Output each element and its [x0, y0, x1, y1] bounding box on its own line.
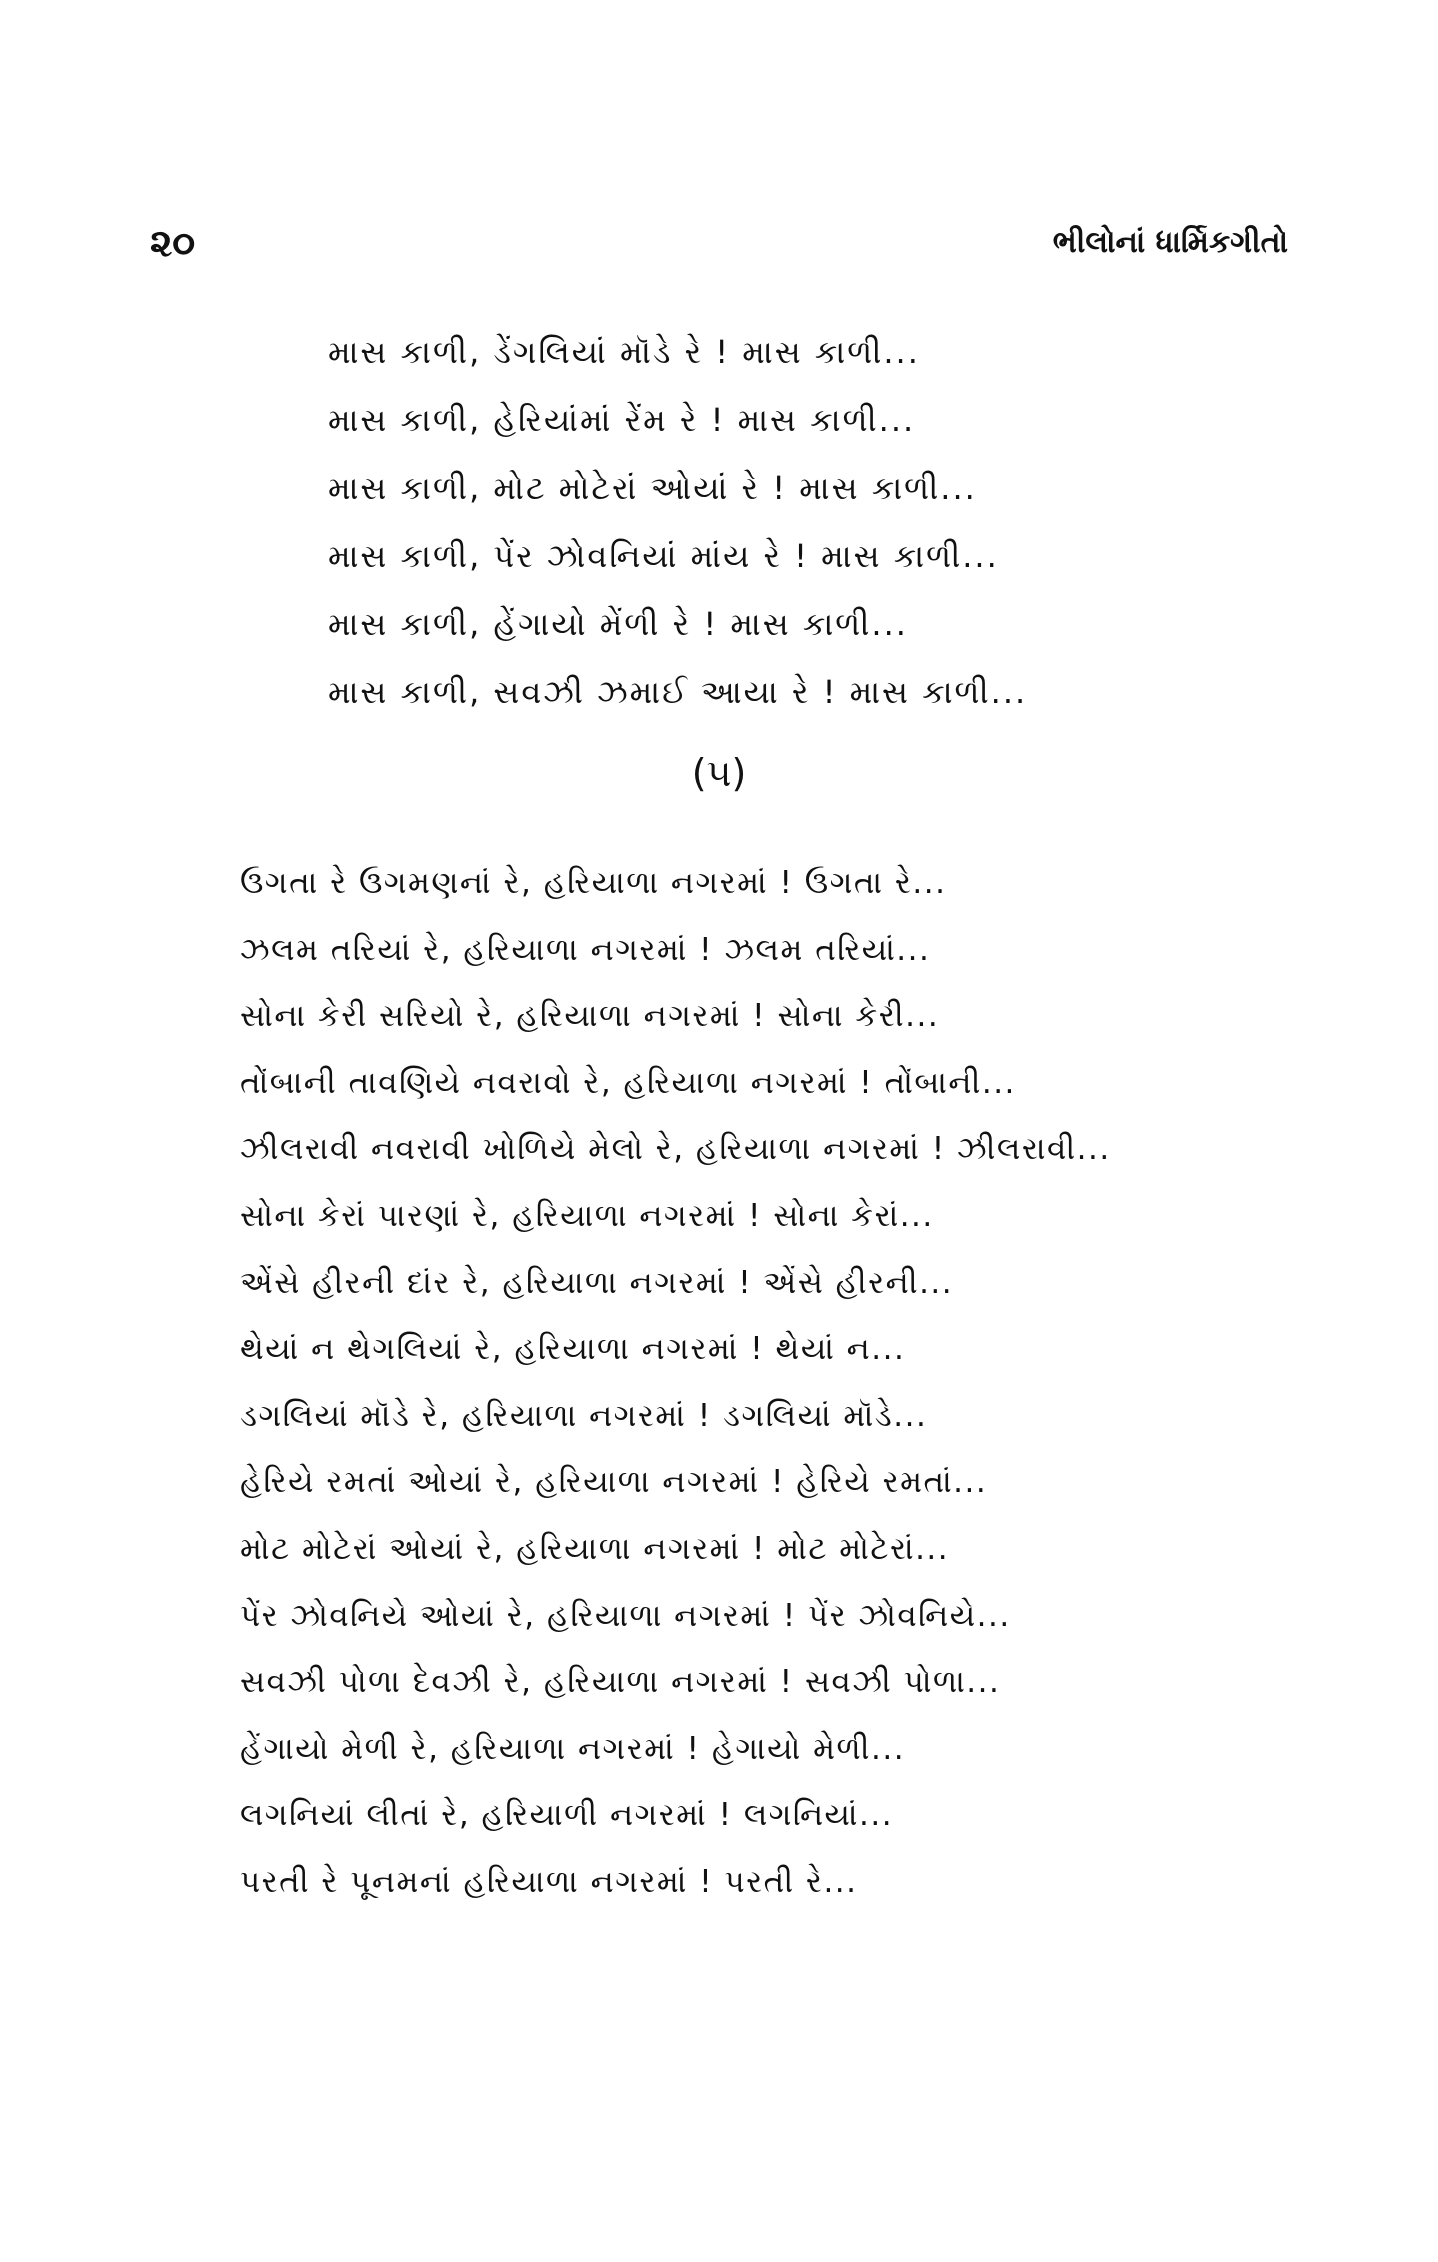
section-heading: (૫) — [691, 751, 747, 795]
verse-line: માસ કાળી, પેંર ઝોવનિયાં માંય રે ! માસ કાળી... — [328, 537, 999, 575]
page-header — [150, 218, 1288, 268]
stanza-main — [240, 850, 1240, 1916]
verse-line: લગનિયાં લીતાં રે, હરિયાળી નગરમાં ! લગનિયાં... — [240, 1797, 894, 1834]
verse-line: માસ કાળી, હેંગાયો મેંળી રે ! માસ કાળી... — [328, 605, 908, 643]
verse-line: ઝીલરાવી નવરાવી ખોળિયે મેલો રે, હરિયાળા નગરમાં ! ઝીલરાવી... — [240, 1131, 1111, 1168]
verse-line: હેરિયે રમતાં ઓયાં રે, હરિયાળા નગરમાં ! હેરિયે રમતાં... — [240, 1464, 988, 1501]
verse-line: તોંબાની તાવણિયે નવરાવો રે, હરિયાળા નગરમાં ! તોંબાની... — [240, 1064, 1016, 1101]
verse-line: સોના કેરી સરિયો રે, હરિયાળા નગરમાં ! સોના કેરી... — [240, 998, 940, 1035]
stanza-top — [328, 318, 1128, 726]
verse-line: ડગલિયાં મૉડે રે, હરિયાળા નગરમાં ! ડગલિયાં મૉડે... — [240, 1397, 928, 1434]
page-number: ૨૦ — [150, 221, 196, 265]
verse-line: ઝલમ તરિયાં રે, હરિયાળા નગરમાં ! ઝલમ તરિયાં... — [240, 931, 931, 968]
verse-line: સવઝી પોળા દેવઝી રે, હરિયાળા નગરમાં ! સવઝી પોળા... — [240, 1664, 1001, 1701]
verse-line: એંસે હીરની દાંર રે, હરિયાળા નગરમાં ! એંસે હીરની... — [240, 1264, 954, 1301]
verse-line: માસ કાળી, સવઝી ઝમાઈ આયા રે ! માસ કાળી... — [328, 673, 1028, 711]
verse-line: મોટ મોટેરાં ઓયાં રે, હરિયાળા નગરમાં ! મોટ મોટેરાં... — [240, 1530, 950, 1567]
verse-line: હેંગાયો મેળી રે, હરિયાળા નગરમાં ! હેગાયો મેળી... — [240, 1730, 906, 1767]
verse-line: પેંર ઝોવનિયે ઓયાં રે, હરિયાળા નગરમાં ! પેંર ઝોવનિયે... — [240, 1597, 1011, 1634]
verse-line: માસ કાળી, હેરિયાંમાં રેંમ રે ! માસ કાળી... — [328, 401, 916, 439]
verse-line: માસ કાળી, ડેંગલિયાં મૉડે રે ! માસ કાળી... — [328, 333, 920, 371]
verse-line: થેયાં ન થેગલિયાં રે, હરિયાળા નગરમાં ! થેયાં ન... — [240, 1331, 906, 1368]
running-title: ભીલોનાં ધાર્મિકગીતો — [1052, 225, 1288, 260]
verse-line: ઉગતા રે ઉગમણનાં રે, હરિયાળા નગરમાં ! ઉગતા રે... — [240, 865, 947, 901]
verse-line: સોના કેરાં પારણાં રે, હરિયાળા નગરમાં ! સોના કેરાં... — [240, 1197, 934, 1234]
verse-line: માસ કાળી, મોટ મોટેરાં ઓયાં રે ! માસ કાળી... — [328, 469, 977, 507]
verse-line: પરતી રે પૂનમનાં હરિયાળા નગરમાં ! પરતી રે... — [240, 1863, 858, 1900]
